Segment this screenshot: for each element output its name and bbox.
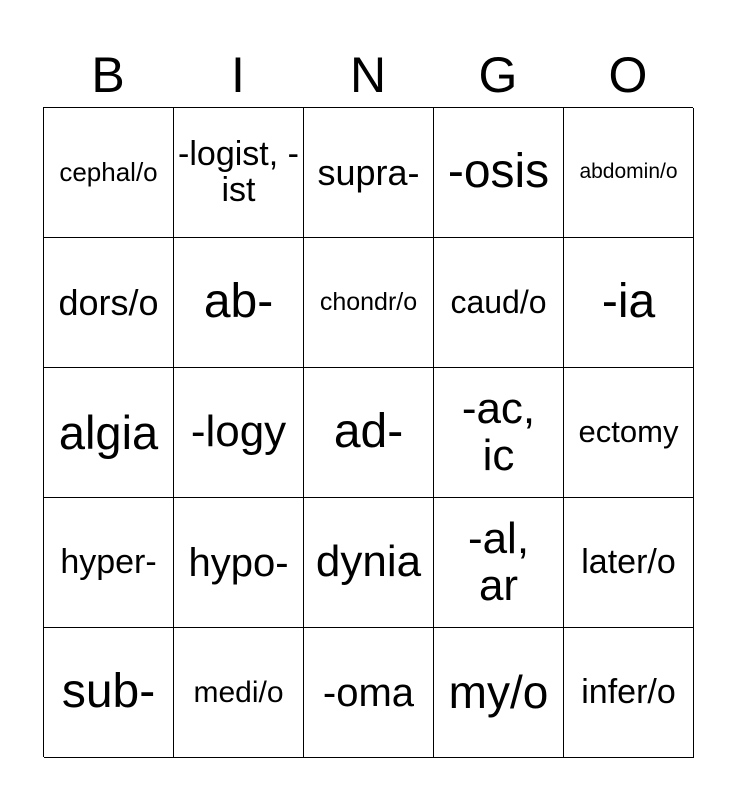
bingo-cell[interactable]: ectomy bbox=[564, 368, 694, 498]
bingo-cell[interactable]: chondr/o bbox=[304, 238, 434, 368]
bingo-cell[interactable]: dors/o bbox=[44, 238, 174, 368]
bingo-cell[interactable]: caud/o bbox=[434, 238, 564, 368]
bingo-cell[interactable]: cephal/o bbox=[44, 108, 174, 238]
header-letter-i: I bbox=[231, 47, 245, 103]
bingo-cell[interactable]: hypo- bbox=[174, 498, 304, 628]
header-letter-o: O bbox=[608, 47, 648, 103]
bingo-cell[interactable]: supra- bbox=[304, 108, 434, 238]
bingo-cell[interactable]: hyper- bbox=[44, 498, 174, 628]
bingo-cell[interactable]: -ac, ic bbox=[434, 368, 564, 498]
bingo-cell[interactable]: later/o bbox=[564, 498, 694, 628]
bingo-cell[interactable]: ab- bbox=[174, 238, 304, 368]
bingo-cell[interactable]: -al, ar bbox=[434, 498, 564, 628]
header-letter-g: G bbox=[478, 47, 518, 103]
bingo-grid bbox=[43, 107, 693, 757]
bingo-cell[interactable]: my/o bbox=[434, 628, 564, 758]
bingo-cell[interactable]: algia bbox=[44, 368, 174, 498]
bingo-cell[interactable]: abdomin/o bbox=[564, 108, 694, 238]
bingo-cell[interactable]: -osis bbox=[434, 108, 564, 238]
bingo-cell[interactable]: dynia bbox=[304, 498, 434, 628]
bingo-cell[interactable]: -ia bbox=[564, 238, 694, 368]
bingo-cell[interactable]: -logist, -ist bbox=[174, 108, 304, 238]
bingo-cell[interactable]: infer/o bbox=[564, 628, 694, 758]
bingo-cell[interactable]: ad- bbox=[304, 368, 434, 498]
bingo-cell[interactable]: sub- bbox=[44, 628, 174, 758]
bingo-header bbox=[43, 44, 693, 106]
bingo-cell[interactable]: -oma bbox=[304, 628, 434, 758]
bingo-cell[interactable]: medi/o bbox=[174, 628, 304, 758]
header-letter-b: B bbox=[91, 47, 125, 103]
bingo-cell[interactable]: -logy bbox=[174, 368, 304, 498]
header-letter-n: N bbox=[349, 47, 387, 103]
